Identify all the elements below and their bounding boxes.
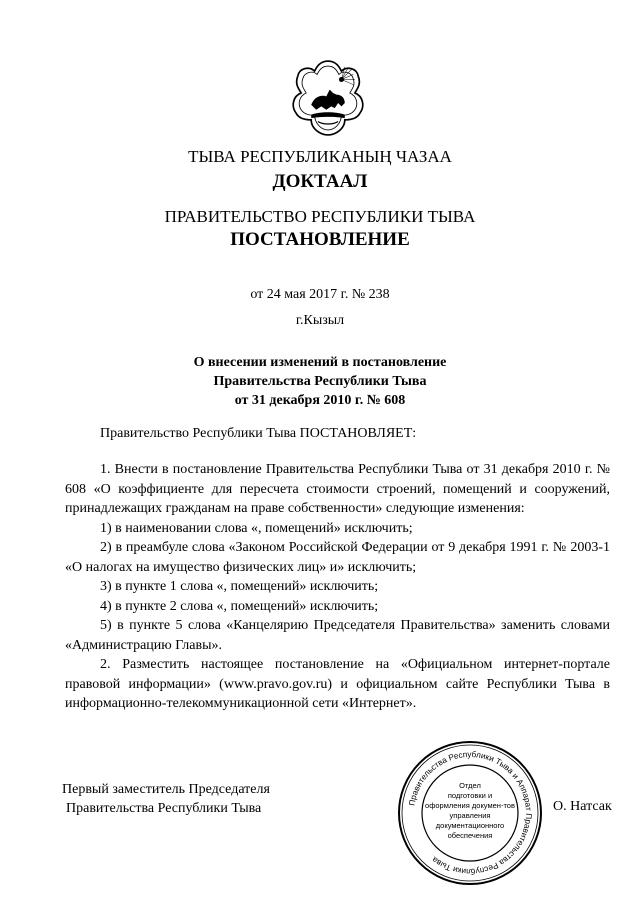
preamble-text: Правительство Республики Тыва ПОСТАНОВЛЯЕТ: — [100, 426, 417, 441]
subject-line: Правительства Республики Тыва — [213, 374, 427, 389]
document-date-number: от 24 мая 2017 г. № 238 — [250, 287, 390, 302]
tuva-government-title: ТЫВА РЕСПУБЛИКАНЫҢ ЧАЗАА — [188, 147, 452, 166]
document-subject — [0, 353, 640, 410]
preamble — [65, 424, 610, 444]
subitem-4: 4) в пункте 2 слова «, помещений» исключить; — [100, 598, 379, 614]
tuva-emblem-icon — [286, 56, 370, 140]
subitem-3: 3) в пункте 1 слова «, помещений» исключить; — [100, 579, 379, 594]
stamp-inner-line: подготовки и — [447, 791, 493, 800]
signatory-name: О. Натсак — [553, 799, 612, 814]
stamp-ring-text: Правительства Республики Тыва и Аппарат Правительства Республики Тыва — [407, 749, 534, 877]
document-type: ПОСТАНОВЛЕНИЕ — [230, 229, 410, 250]
stamp-inner-line: оформления докумен-тов — [425, 801, 515, 810]
subject-line: О внесении изменений в постановление — [193, 355, 447, 370]
subitem-1: 1) в наименовании слова «, помещений» исключить; — [100, 520, 413, 536]
official-stamp-icon — [395, 738, 545, 888]
signatory-position — [62, 780, 270, 818]
subject-line: от 31 декабря 2010 г. № 608 — [234, 393, 406, 408]
paragraph-1: 1. Внести в постановление Правительства Республики Тыва от 31 декабря 2010 г. № 608 «О коэффициенте для пересчета стоимости строений, помещений и сооружений, принадлежащих гражданам на праве собственности» следующие изменения: — [65, 462, 610, 516]
stamp-inner-line: документационного — [435, 821, 505, 830]
document-city: г.Кызыл — [295, 313, 345, 328]
government-title: ПРАВИТЕЛЬСТВО РЕСПУБЛИКИ ТЫВА — [164, 207, 476, 226]
paragraph-2: 2. Разместить настоящее постановление на «Официальном интернет-портале правовой информации» (www.pravo.gov.ru) и официальном сайте Республики Тыва в информационно-телекоммуникационной сети «Интернет». — [65, 657, 610, 711]
stamp-inner-line: Отдел — [459, 781, 481, 790]
position-line: Правительства Республики Тыва — [66, 801, 262, 816]
subitem-2: 2) в преамбуле слова «Законом Российской Федерации от 9 декабря 1991 г. № 2003-1 «О налогах на имущество физических лиц» и» исключить; — [65, 540, 610, 575]
subitem-5: 5) в пункте 5 слова «Канцелярию Председателя Правительства» заменить словами «Администрацию Главы». — [65, 618, 610, 653]
stamp-inner-line: управления — [449, 811, 491, 820]
stamp-inner-line: обеспечения — [447, 831, 493, 840]
document-body — [65, 460, 610, 714]
position-line: Первый заместитель Председателя — [62, 782, 270, 797]
tuva-document-type: ДОКТААЛ — [272, 171, 368, 192]
